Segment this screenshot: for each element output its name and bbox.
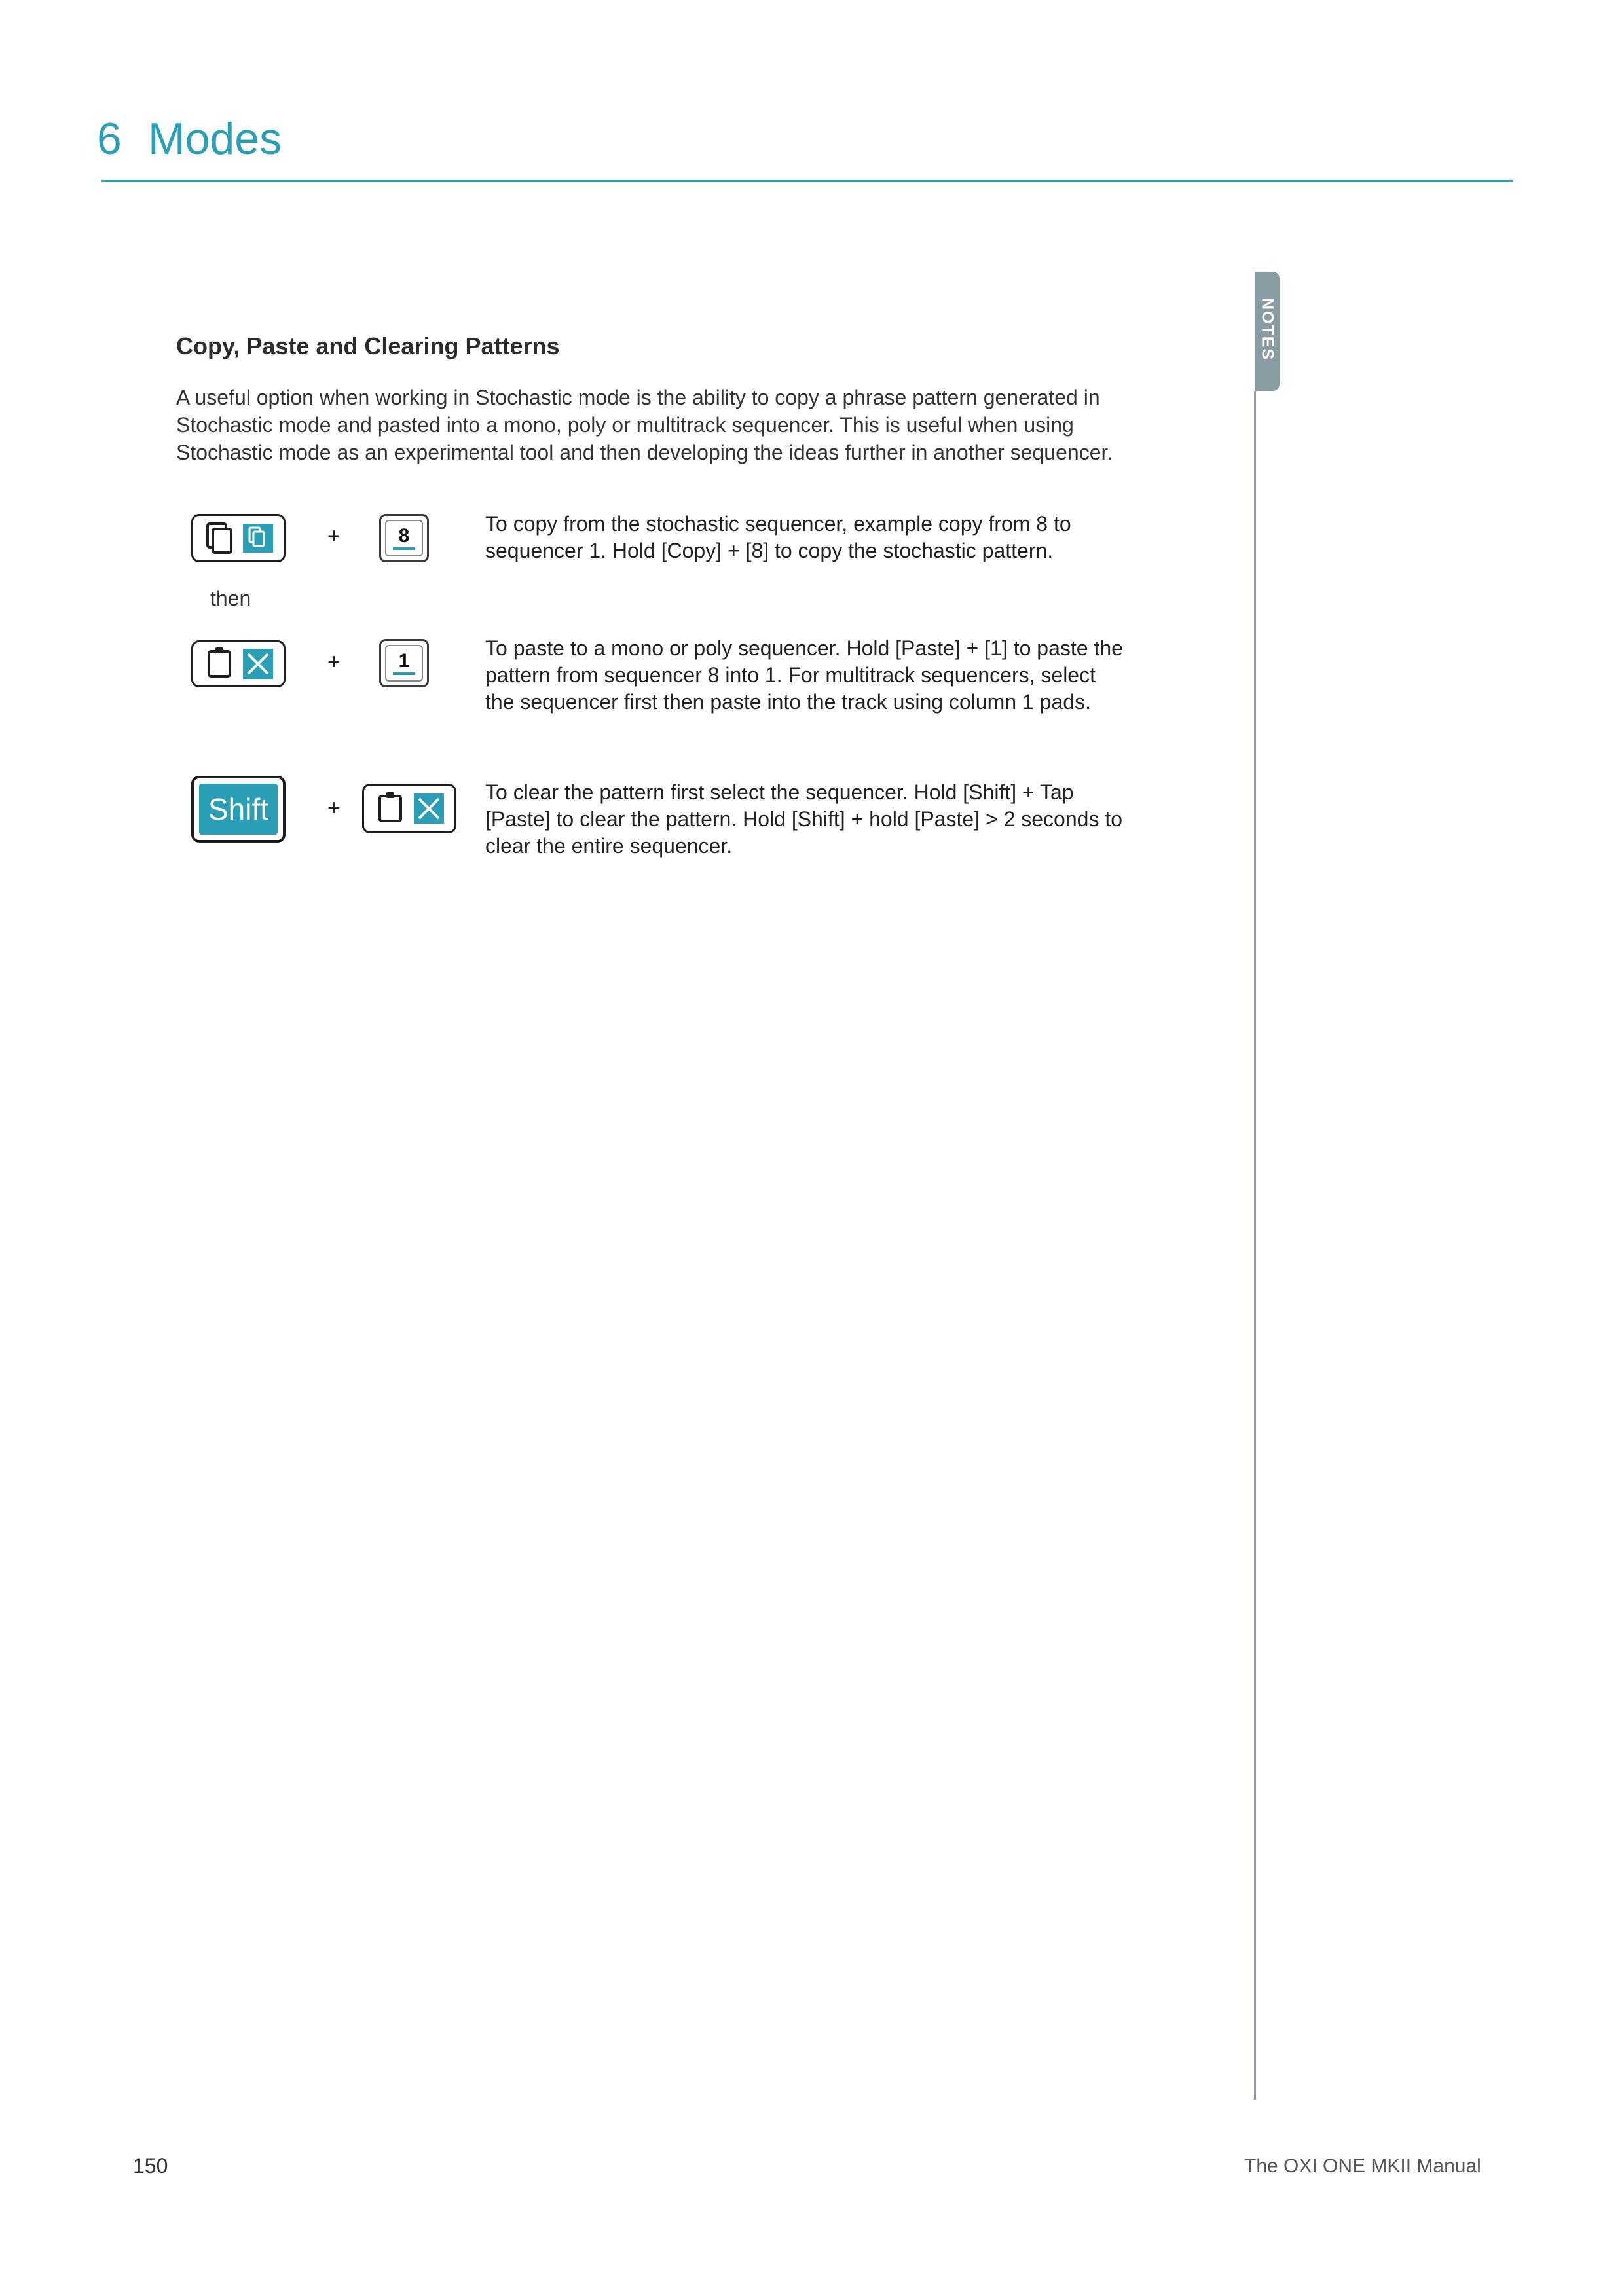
page-number: 150 xyxy=(133,2154,168,2178)
pad-key-1 xyxy=(379,639,429,687)
copy-description: To copy from the stochastic sequencer, example copy from 8 to sequencer 1. Hold [Copy] + [8] to copy the stochastic pattern. xyxy=(485,512,1071,562)
manual-title: The OXI ONE MKII Manual xyxy=(1244,2155,1481,2177)
chapter-title: Modes xyxy=(148,114,282,164)
intro-line: A useful option when working in Stochastic mode is the ability to copy a phrase pattern generated in xyxy=(176,386,1100,409)
copy-key xyxy=(191,514,286,562)
notes-divider xyxy=(1254,391,1256,2100)
section-heading: Copy, Paste and Clearing Patterns xyxy=(176,333,560,359)
chapter-number: 6 xyxy=(97,114,122,164)
shift-key xyxy=(191,776,286,843)
paste-icon xyxy=(364,786,454,831)
plus-sign: + xyxy=(327,649,341,674)
paste-key xyxy=(362,784,456,833)
paste-key xyxy=(191,640,286,687)
plus-sign: + xyxy=(327,795,341,820)
plus-sign: + xyxy=(327,524,341,549)
pad-key-8 xyxy=(379,514,429,562)
intro-paragraph xyxy=(176,384,1185,466)
paste-icon xyxy=(193,642,284,685)
intro-line: Stochastic mode as an experimental tool and then developing the ideas further in another sequencer. xyxy=(176,441,1113,464)
shift-key-label: Shift xyxy=(199,784,278,835)
intro-line: Stochastic mode and pasted into a mono, poly or multitrack sequencer. This is useful when using xyxy=(176,413,1074,437)
clear-description: To clear the pattern first select the sequencer. Hold [Shift] + Tap [Paste] to clear the pattern. Hold [Shift] + hold [Paste] > 2 seconds to clear the entire sequencer. xyxy=(485,780,1123,858)
pad-key-label: 8 xyxy=(398,525,410,547)
header-divider xyxy=(101,180,1513,182)
notes-label: NOTES xyxy=(1258,298,1277,361)
copy-icon xyxy=(193,516,284,560)
notes-tab xyxy=(1255,272,1280,391)
paste-description: To paste to a mono or poly sequencer. Hold [Paste] + [1] to paste the pattern from sequencer 8 into 1. For multitrack sequencers, select the sequencer first then paste into the track using column 1 pads. xyxy=(485,636,1123,714)
then-label: then xyxy=(210,587,251,610)
pad-key-label: 1 xyxy=(398,650,410,672)
